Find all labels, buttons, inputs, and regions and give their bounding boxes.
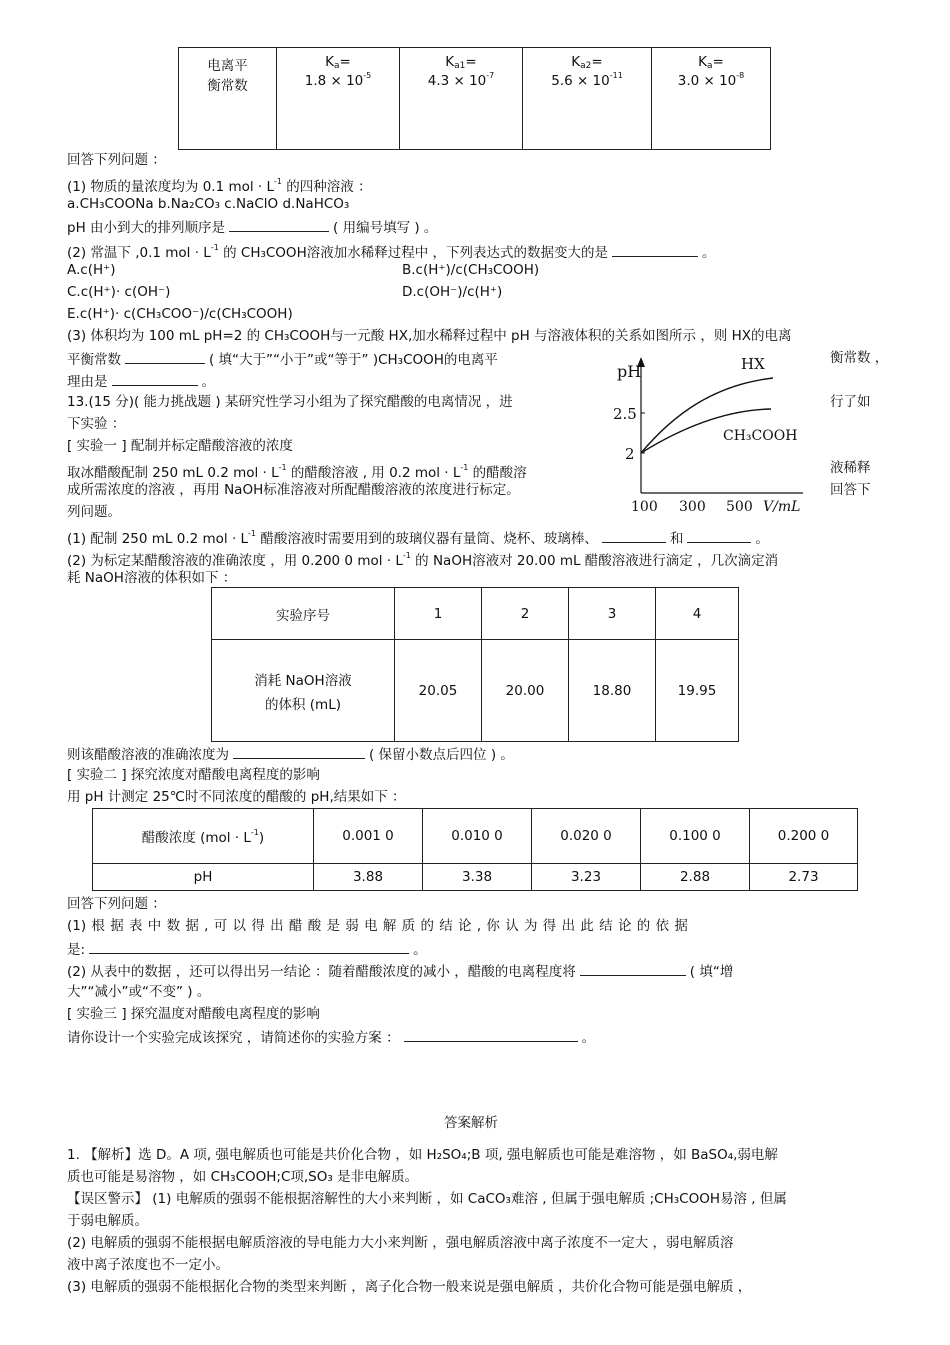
exp1-line3: 列问题。: [67, 504, 121, 520]
q3-line2: 平衡常数 ( 填“大于”“小于”或“等于” )CH₃COOH的电离平: [67, 349, 498, 369]
answer-blank[interactable]: [580, 961, 686, 976]
table3-conc-1: 0.001 0: [314, 809, 423, 864]
q13-line2: 下实验 ：: [67, 416, 126, 432]
table1-row-label: 电离平 衡常数: [179, 48, 277, 150]
exp2-questions-intro: 回答下列问题 ：: [67, 896, 166, 912]
experiment-1-title: [ 实验一 ] 配制并标定醋酸溶液的浓度: [67, 438, 293, 454]
q2-stem: (2) 常温下 ,0.1 mol · $L^{-1}$ 的 CH₃COOH溶液加水稀释过程中 ，下列表达式的数据变大的是 。: [67, 243, 716, 261]
table3-conc-3: 0.020 0: [532, 809, 641, 864]
table1-k2: $K_{a1}=$ $4.3 \times 10^{-7}$: [400, 48, 523, 150]
exp2-q1: (1) 根 据 表 中 数 据 , 可 以 得 出 醋 酸 是 弱 电 解 质 的 结 论 , 你 认 为 得 出 此 结 论 的 依 据: [67, 918, 688, 934]
answer-blank[interactable]: [229, 217, 329, 232]
answer-line-1: 1. 【解析】选 D。A 项, 强电解质也可能是共价化合物 ，如 H₂SO₄;B 项, 强电解质也可能是难溶物 ，如 BaSO₄,弱电解: [67, 1147, 778, 1163]
concentration-ph-table: [92, 808, 858, 891]
exp3-question: 请你设计一个实验完成该探究 ，请简述你的实验方案 ： 。: [67, 1027, 595, 1047]
answer-blank[interactable]: [125, 349, 205, 364]
exp2-q2-line2: 大”“减小”或“不变” ) 。: [67, 984, 211, 1000]
q-intro: 回答下列问题 ：: [67, 152, 166, 168]
titration-table: [211, 587, 739, 742]
exp1-q2-line2: 耗 NaOH溶液的体积如下 ：: [67, 570, 237, 586]
q13-stem: 13.(15 分)( 能力挑战题 ) 某研究性学习小组为了探究醋酸的电离情况 ，进: [67, 394, 513, 410]
answer-blank[interactable]: [233, 744, 365, 759]
answer-blank[interactable]: [602, 528, 666, 543]
table2-row-label: 消耗 NaOH溶液 的体积 (mL): [212, 640, 395, 742]
answer-line-7: (3) 电解质的强弱不能根据化合物的类型来判断 ，离子化合物一般来说是强电解质 ，共价化合物可能是强电解质 ，: [67, 1279, 752, 1295]
table2-header-4: 4: [656, 588, 739, 640]
table3-ph-label: pH: [93, 864, 314, 891]
table2-value-3: 18.80: [569, 640, 656, 742]
table3-conc-5: 0.200 0: [750, 809, 858, 864]
q2-option-a: A.c(H⁺): [67, 262, 116, 278]
answer-line-4: 于弱电解质。: [67, 1213, 148, 1229]
table2-value-2: 20.00: [482, 640, 569, 742]
exp1-line2-end: 回答下: [830, 482, 871, 498]
answer-line-3: 【误区警示】 (1) 电解质的强弱不能根据溶解性的大小来判断 ，如 CaCO₃难溶 , 但属于强电解质 ;CH₃COOH易溶 , 但属: [67, 1191, 787, 1207]
table3-conc-4: 0.100 0: [641, 809, 750, 864]
q3-reason-line: 理由是 。: [67, 371, 215, 391]
table3-header-label: 醋酸浓度 $(mol \cdot L^{-1})$: [93, 809, 314, 864]
table3-ph-3: 3.23: [532, 864, 641, 891]
table3-ph-5: 2.73: [750, 864, 858, 891]
exp1-line1-end: 液稀释: [830, 460, 871, 476]
answer-line-6: 液中离子浓度也不一定小。: [67, 1257, 229, 1273]
exp1-line2: 成所需浓度的溶液 ，再用 NaOH标准溶液对所配醋酸溶液的浓度进行标定。: [67, 482, 520, 498]
q2-option-b: B.c(H⁺)/c(CH₃COOH): [402, 262, 540, 278]
experiment-3-title: [ 实验三 ] 探究温度对醋酸电离程度的影响: [67, 1006, 320, 1022]
table1-k1: $K_a=$ $1.8 \times 10^{-5}$: [277, 48, 400, 150]
q13-stem-end: 行了如: [830, 394, 871, 410]
y-axis-label: pH: [617, 362, 642, 381]
table2-value-4: 19.95: [656, 640, 739, 742]
table2-header-3: 3: [569, 588, 656, 640]
experiment-2-title: [ 实验二 ] 探究浓度对醋酸电离程度的影响: [67, 767, 320, 783]
table3-ph-1: 3.88: [314, 864, 423, 891]
y-tick-2-5: 2.5: [613, 405, 637, 423]
q2-option-c: C.c(H⁺)· c(OH⁻): [67, 284, 171, 300]
exp2-q1-answer: 是: 。: [67, 939, 427, 959]
exp1-q2: (2) 为标定某醋酸溶液的准确浓度 ，用 0.200 0 mol · $L^{-1}$ 的 NaOH溶液对 20.00 mL 醋酸溶液进行滴定 ，几次滴定消: [67, 551, 779, 569]
answer-blank[interactable]: [112, 371, 198, 386]
q1-stem: (1) 物质的量浓度均为 0.1 mol · $L^{-1}$ 的四种溶液 ：: [67, 177, 372, 195]
q3-line2-end: 衡常数 ，: [830, 350, 889, 366]
q1-options: a.CH₃COONa b.Na₂CO₃ c.NaClO d.NaHCO₃: [67, 196, 350, 212]
y-tick-2: 2: [625, 445, 635, 463]
table3-conc-2: 0.010 0: [423, 809, 532, 864]
table2-header-2: 2: [482, 588, 569, 640]
answer-blank[interactable]: [687, 528, 751, 543]
q3-stem: (3) 体积均为 100 mL pH=2 的 CH₃COOH与一元酸 HX,加水稀释过程中 pH 与溶液体积的关系如图所示 ，则 HX的电离: [67, 328, 792, 344]
q1-answer-line: pH 由小到大的排列顺序是 ( 用编号填写 ) 。: [67, 217, 437, 237]
ph-volume-graph: [613, 345, 813, 518]
exp2-q2: (2) 从表中的数据 ，还可以得出另一结论 ：随着醋酸浓度的减小 ，醋酸的电离程度将 ( 填“增: [67, 961, 733, 981]
x-tick-300: 300: [679, 499, 706, 515]
answer-blank[interactable]: [612, 242, 698, 257]
answer-blank[interactable]: [89, 939, 409, 954]
exp1-q2-answer: 则该醋酸溶液的准确浓度为 ( 保留小数点后四位 ) 。: [67, 744, 514, 764]
x-tick-500: 500: [726, 499, 753, 515]
q2-option-e: E.c(H⁺)· c(CH₃COO⁻)/c(CH₃COOH): [67, 306, 293, 322]
x-tick-100: 100: [631, 499, 658, 515]
answer-line-5: (2) 电解质的强弱不能根据电解质溶液的导电能力大小来判断 ，强电解质溶液中离子浓度不一定大 ，弱电解质溶: [67, 1235, 734, 1251]
table2-header-1: 1: [395, 588, 482, 640]
table2-value-1: 20.05: [395, 640, 482, 742]
answer-blank[interactable]: [404, 1027, 578, 1042]
answer-line-2: 质也可能是易溶物 ，如 CH₃COOH;C项,SO₃ 是非电解质。: [67, 1169, 419, 1185]
table3-ph-4: 2.88: [641, 864, 750, 891]
x-axis-unit: V/mL: [763, 499, 801, 515]
exp2-line1: 用 pH 计测定 25℃时不同浓度的醋酸的 pH,结果如下 ：: [67, 789, 406, 805]
table1-k3: $K_{a2}=$ $5.6 \times 10^{-11}$: [523, 48, 652, 150]
table2-header-label: 实验序号: [212, 588, 395, 640]
table1-k4: $K_a=$ $3.0 \times 10^{-8}$: [652, 48, 771, 150]
answer-section-title: 答案解析: [444, 1115, 498, 1131]
ch3cooh-label: CH₃COOH: [723, 428, 798, 444]
table3-ph-2: 3.38: [423, 864, 532, 891]
exp1-q1: (1) 配制 250 mL 0.2 mol · $L^{-1}$ 醋酸溶液时需要用到的玻璃仪器有量筒、烧杯、玻璃棒、 和 。: [67, 529, 769, 547]
hx-label: HX: [741, 355, 765, 373]
ionization-constant-table: [178, 47, 771, 150]
q2-option-d: D.c(OH⁻)/c(H⁺): [402, 284, 503, 300]
exp1-line1: 取冰醋酸配制 250 mL 0.2 mol · $L^{-1}$ 的醋酸溶液 , 用 0.2 mol · $L^{-1}$ 的醋酸溶: [67, 463, 527, 481]
